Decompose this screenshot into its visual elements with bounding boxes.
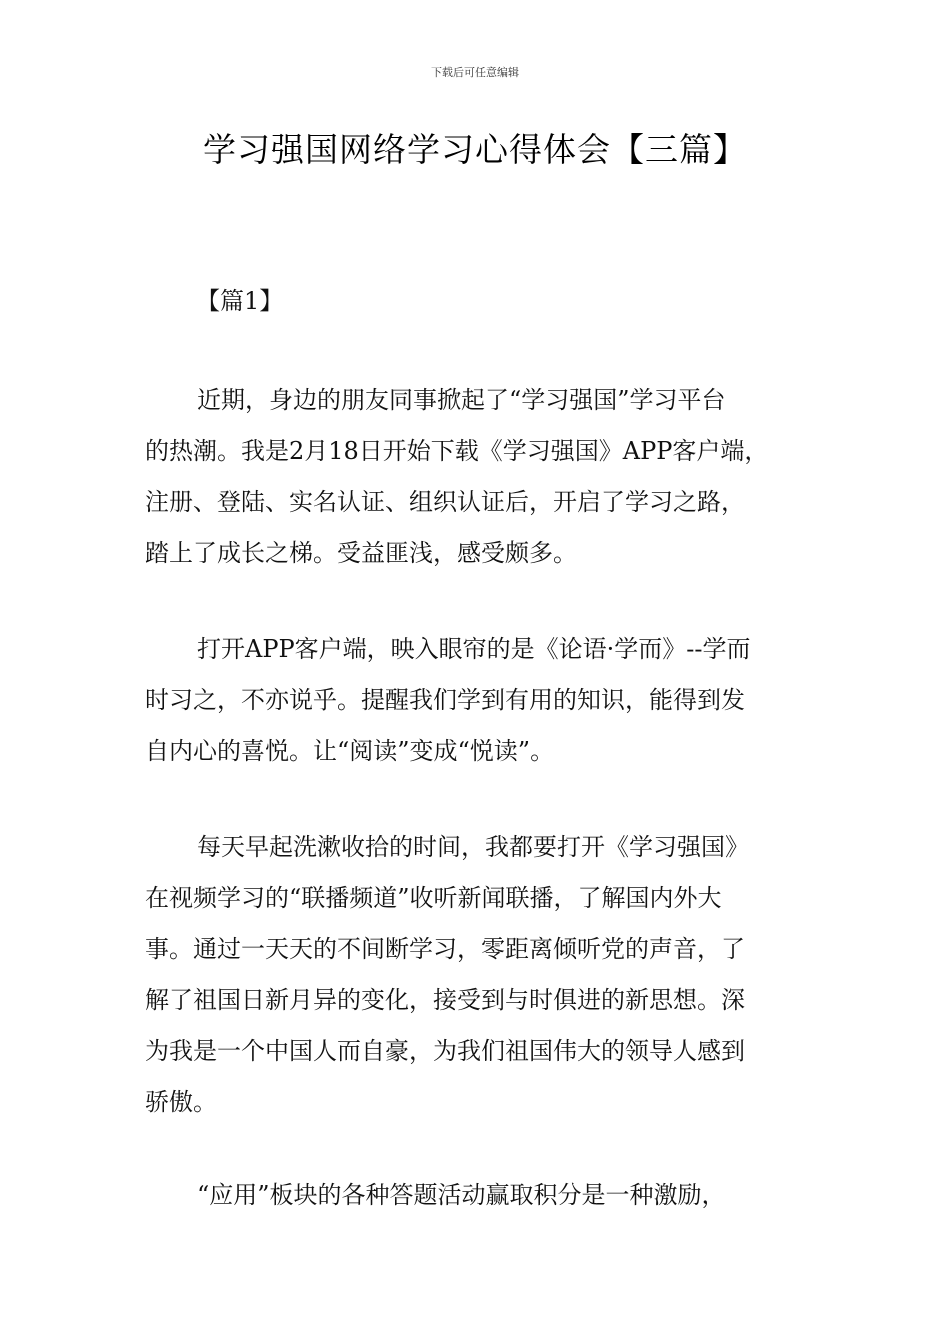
paragraph-line: 打开APP客户端，映入眼帘的是《论语·学而》--学而	[197, 635, 751, 663]
section-label: 【篇1】	[196, 287, 284, 315]
paragraph-1	[145, 375, 815, 579]
header-note: 下载后可任意编辑	[431, 66, 519, 79]
paragraph-line: 解了祖国日新月异的变化，接受到与时俱进的新思想。深	[145, 986, 745, 1014]
paragraph-4	[145, 1170, 815, 1221]
paragraph-line: 近期，身边的朋友同事掀起了“学习强国”学习平台	[197, 386, 726, 414]
paragraph-line: 自内心的喜悦。让“阅读”变成“悦读”。	[145, 737, 555, 765]
paragraph-line: 每天早起洗漱收拾的时间，我都要打开《学习强国》	[197, 833, 749, 861]
paragraph-line: 为我是一个中国人而自豪，为我们祖国伟大的领导人感到	[145, 1037, 745, 1065]
paragraph-line: 事。通过一天天的不间断学习，零距离倾听党的声音，了	[145, 935, 745, 963]
paragraph-line: 注册、登陆、实名认证、组织认证后，开启了学习之路，	[145, 488, 745, 516]
paragraph-line: 骄傲。	[145, 1088, 217, 1116]
paragraph-line: 时习之，不亦说乎。提醒我们学到有用的知识，能得到发	[145, 686, 745, 714]
paragraph-line: 在视频学习的“联播频道”收听新闻联播，了解国内外大	[145, 884, 722, 912]
paragraph-line: 踏上了成长之梯。受益匪浅，感受颇多。	[145, 539, 577, 567]
paragraph-line: “应用”板块的各种答题活动赢取积分是一种激励，	[197, 1181, 726, 1209]
paragraph-3	[145, 822, 815, 1128]
paragraph-line: 的热潮。我是2月18日开始下载《学习强国》APP客户端，	[145, 437, 769, 465]
paragraph-2	[145, 624, 815, 777]
document-title: 学习强国网络学习心得体会【三篇】	[203, 130, 747, 169]
